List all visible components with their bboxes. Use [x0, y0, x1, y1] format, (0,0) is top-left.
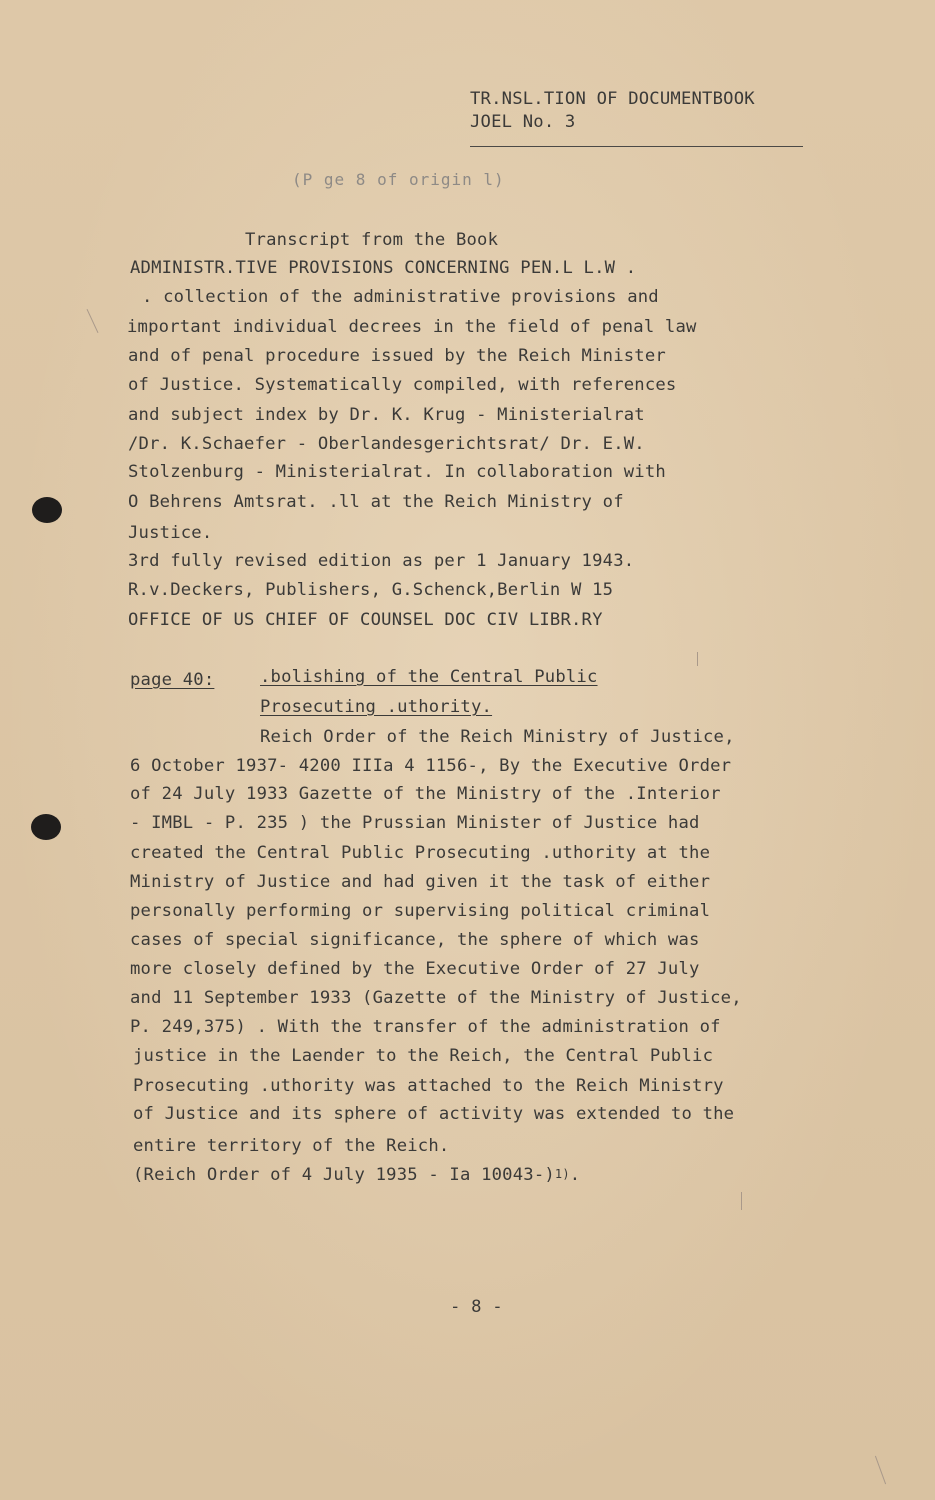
- intro-line: and of penal procedure issued by the Reich Minister: [128, 346, 666, 366]
- section-title-line: .bolishing of the Central Public: [260, 667, 598, 687]
- paper-mark: [697, 652, 698, 666]
- body-line: cases of special significance, the sphere of which was: [130, 930, 700, 950]
- intro-line: O Behrens Amtsrat. .ll at the Reich Ministry of: [128, 492, 624, 512]
- paper-mark: [875, 1456, 886, 1485]
- page-number: - 8 -: [450, 1297, 503, 1317]
- body-line: personally performing or supervising political criminal: [130, 901, 711, 921]
- intro-line: 3rd fully revised edition as per 1 January 1943.: [128, 551, 635, 571]
- section-page-label: page 40:: [130, 670, 215, 690]
- body-line: of 24 July 1933 Gazette of the Ministry of the .Interior: [130, 784, 721, 804]
- paper-mark: [741, 1192, 742, 1210]
- section-title-line: Prosecuting .uthority.: [260, 697, 493, 717]
- body-line-final: [133, 1165, 580, 1186]
- header-title: TR.NSL.TION OF DOCUMENTBOOK: [470, 89, 755, 109]
- body-line: - IMBL - P. 235 ) the Prussian Minister of Justice had: [130, 813, 700, 833]
- intro-line: . collection of the administrative provisions and: [142, 287, 659, 307]
- punch-hole-top: [32, 497, 62, 523]
- intro-line: and subject index by Dr. K. Krug - Ministerialrat: [128, 405, 645, 425]
- intro-line: Justice.: [128, 523, 213, 543]
- intro-line: OFFICE OF US CHIEF OF COUNSEL DOC CIV LIBR.RY: [128, 610, 603, 630]
- body-line: justice in the Laender to the Reich, the Central Public: [133, 1046, 714, 1066]
- body-line: of Justice and its sphere of activity was extended to the: [133, 1104, 735, 1124]
- intro-line: of Justice. Systematically compiled, with references: [128, 375, 677, 395]
- intro-line: Transcript from the Book: [245, 230, 499, 250]
- body-line: P. 249,375) . With the transfer of the administration of: [130, 1017, 721, 1037]
- body-line: created the Central Public Prosecuting .uthority at the: [130, 843, 711, 863]
- intro-line: ADMINISTR.TIVE PROVISIONS CONCERNING PEN.L L.W .: [130, 258, 637, 278]
- original-page-reference: (P ge 8 of origin l): [292, 170, 505, 189]
- body-line: entire territory of the Reich.: [133, 1136, 450, 1156]
- header-rule: [470, 146, 803, 147]
- body-line: Reich Order of the Reich Ministry of Justice,: [260, 727, 735, 747]
- intro-line: /Dr. K.Schaefer - Oberlandesgerichtsrat/ Dr. E.W.: [128, 434, 645, 454]
- body-line: Ministry of Justice and had given it the task of either: [130, 872, 711, 892]
- reich-order-citation: (Reich Order of 4 July 1935 - Ia 10043-): [133, 1165, 555, 1185]
- header-subtitle: JOEL No. 3: [470, 112, 576, 132]
- paper-mark: [87, 309, 99, 333]
- intro-line: Stolzenburg - Ministerialrat. In collaboration with: [128, 462, 666, 482]
- body-line: more closely defined by the Executive Order of 27 July: [130, 959, 700, 979]
- intro-line: R.v.Deckers, Publishers, G.Schenck,Berlin W 15: [128, 580, 614, 600]
- final-period: .: [569, 1165, 581, 1185]
- punch-hole-bottom: [31, 814, 61, 840]
- body-line: 6 October 1937- 4200 IIIa 4 1156-, By the Executive Order: [130, 756, 732, 776]
- body-line: and 11 September 1933 (Gazette of the Ministry of Justice,: [130, 988, 742, 1008]
- body-line: Prosecuting .uthority was attached to the Reich Ministry: [133, 1076, 724, 1096]
- intro-line: important individual decrees in the field of penal law: [127, 317, 697, 337]
- footnote-marker: 1): [554, 1167, 570, 1181]
